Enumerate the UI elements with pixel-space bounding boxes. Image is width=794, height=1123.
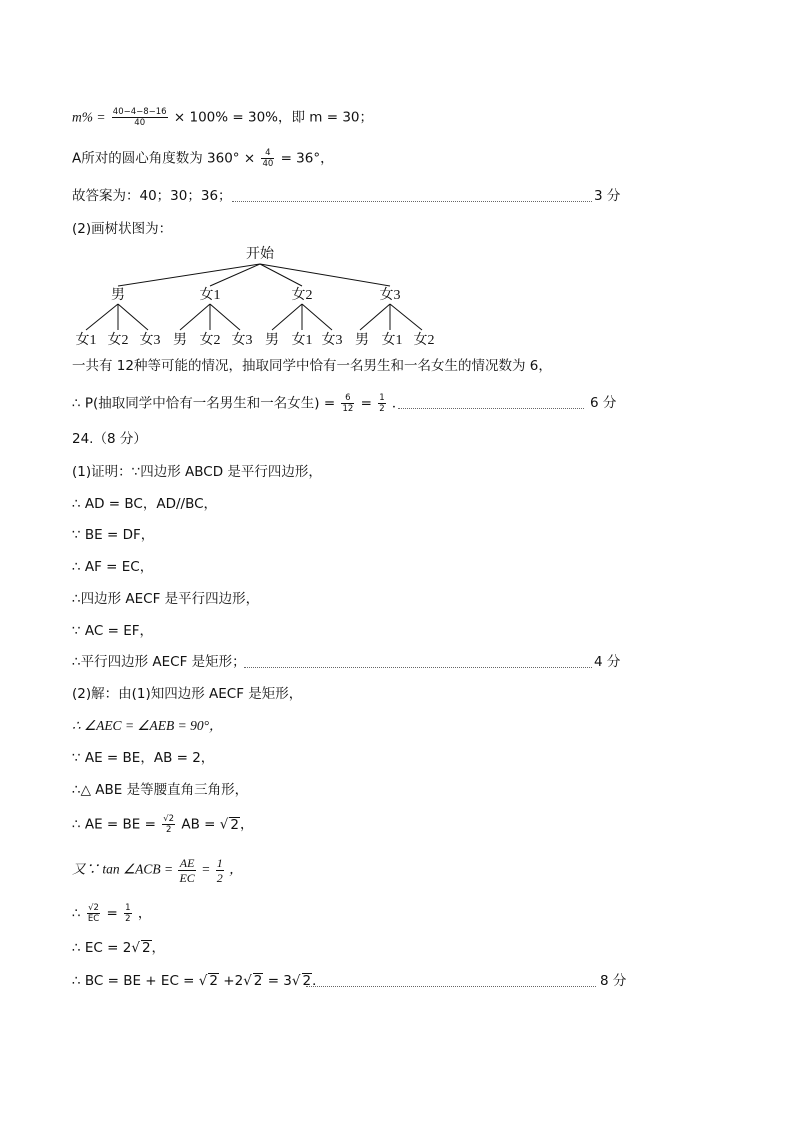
tree-leaf: 男 — [173, 333, 187, 348]
text: ， — [229, 861, 243, 877]
dotted-leader — [232, 201, 592, 202]
radicand: 2 — [209, 973, 218, 989]
dotted-leader — [306, 986, 596, 987]
tree-leaf: 女1 — [291, 333, 313, 348]
solution-line-m-percent — [72, 107, 373, 128]
denominator: 2 — [165, 825, 172, 835]
tree-diagram — [60, 238, 460, 350]
tree-leaf: 男 — [265, 333, 279, 348]
text: = 36°， — [280, 150, 334, 167]
text: ． — [391, 395, 406, 412]
denominator: EC — [87, 914, 100, 924]
proof-line: ∴ AD = BC，AD//BC， — [72, 496, 218, 512]
fraction — [162, 814, 175, 835]
text: AB = — [181, 816, 216, 833]
fraction — [216, 856, 224, 885]
tree-leaf: 女2 — [107, 333, 129, 348]
solution-line-central-angle — [72, 148, 334, 169]
solution-line — [72, 903, 151, 924]
fraction — [261, 148, 274, 169]
denominator: 12 — [342, 404, 354, 414]
numerator: AE — [179, 856, 195, 870]
proof-line: ∵ AC = EF， — [72, 623, 153, 639]
solution-line: ∵ AE = BE，AB = 2， — [72, 750, 215, 766]
tree-leaf: 女3 — [139, 333, 161, 348]
numerator: 4 — [261, 148, 274, 159]
text: = — [360, 395, 372, 412]
radicand: 2 — [230, 816, 239, 833]
text: ∴ BC = BE + EC = — [72, 973, 195, 989]
outcome-count-line: 一共有 12种等可能的情况，抽取同学中恰有一名男生和一名女生的情况数为 6， — [72, 358, 552, 374]
score-label: 3 分 — [594, 188, 621, 204]
numerator: 40−4−8−16 — [112, 107, 167, 117]
score-label: 4 分 — [594, 654, 621, 670]
solution-line — [72, 856, 243, 885]
text: ∴ P(抽取同学中恰有一名男生和一名女生) = — [72, 395, 336, 412]
dotted-leader — [244, 667, 592, 668]
score-label: 8 分 — [600, 973, 627, 989]
probability-line — [72, 393, 405, 414]
text: ， — [239, 816, 254, 833]
text: = — [201, 861, 211, 877]
solution-line: ∴ EC = 2√ 2， — [72, 940, 166, 956]
denominator: 40 — [262, 159, 274, 169]
denominator: 2 — [125, 914, 131, 924]
fraction — [341, 393, 354, 414]
text: m% = — [72, 109, 106, 125]
tree-node: 女1 — [199, 288, 221, 303]
tree-leaf: 女2 — [413, 333, 435, 348]
radicand: 2 — [302, 973, 312, 989]
text: ， — [137, 905, 152, 922]
tree-leaf: 女3 — [231, 333, 253, 348]
text: ∴ — [72, 905, 81, 922]
tree-leaf: 女2 — [199, 333, 221, 348]
numerator: 6 — [341, 393, 354, 404]
text: ， — [151, 940, 166, 956]
proof-line: ∴平行四边形 AECF 是矩形； — [72, 654, 246, 670]
fraction — [87, 903, 100, 924]
dotted-leader — [398, 408, 584, 409]
tree-node: 女3 — [379, 288, 401, 303]
solution-line: (2)解：由(1)知四边形 AECF 是矩形， — [72, 686, 303, 702]
proof-line: ∴四边形 AECF 是平行四边形， — [72, 591, 260, 607]
denominator: 40 — [134, 118, 146, 128]
text: ． — [312, 973, 326, 989]
tree-node: 男 — [111, 288, 125, 303]
tree-heading: (2)画树状图为： — [72, 221, 173, 237]
denominator: EC — [179, 871, 195, 885]
denominator: 2 — [379, 404, 385, 414]
text: = 3 — [267, 973, 292, 989]
text: +2 — [223, 973, 244, 989]
numerator: 1 — [379, 393, 385, 403]
text: × 100% = 30%，即 m = 30； — [173, 109, 374, 126]
tree-leaf: 男 — [355, 333, 369, 348]
denominator: 2 — [216, 871, 223, 885]
proof-line: ∵ BE = DF， — [72, 527, 155, 543]
tree-node: 女2 — [291, 288, 313, 303]
numerator: √2 — [88, 903, 99, 913]
text: A所对的圆心角度数为 360° × — [72, 150, 256, 167]
solution-line: ∴ AE = BE = $\frac{√2}{2}$ AB = √ 2， — [72, 814, 254, 835]
answer-line: 故答案为：40；30；36； — [72, 188, 232, 204]
tree-leaf: 女3 — [321, 333, 343, 348]
tree-root: 开始 — [246, 247, 274, 262]
fraction — [178, 856, 195, 885]
fraction — [112, 107, 168, 128]
tree-leaf: 女1 — [75, 333, 97, 348]
solution-line: ∴△ ABE 是等腰直角三角形， — [72, 782, 249, 798]
solution-line: ∴ BC = BE + EC = √ 2 +2√ 2 = 3√ 2． — [72, 973, 326, 989]
score-label: 6 分 — [590, 395, 617, 411]
numerator: 1 — [216, 856, 223, 870]
fraction — [124, 903, 131, 924]
fraction — [378, 393, 385, 414]
radicand: 2 — [253, 973, 263, 989]
solution-line: ∴ ∠AEC = ∠AEB = 90°， — [72, 718, 223, 733]
text: ∴ EC = 2 — [72, 940, 132, 956]
text: = — [106, 905, 118, 922]
tree-leaf: 女1 — [381, 333, 403, 348]
problem-number: 24.（8 分） — [72, 431, 147, 447]
radicand: 2 — [141, 940, 151, 956]
text: 又∵ tan ∠ACB = — [72, 861, 174, 877]
numerator: √2 — [163, 814, 175, 824]
numerator: 1 — [125, 903, 131, 913]
proof-line: (1)证明：∵四边形 ABCD 是平行四边形， — [72, 464, 322, 480]
text: ∴ AE = BE = — [72, 816, 156, 833]
proof-line: ∴ AF = EC， — [72, 559, 154, 575]
